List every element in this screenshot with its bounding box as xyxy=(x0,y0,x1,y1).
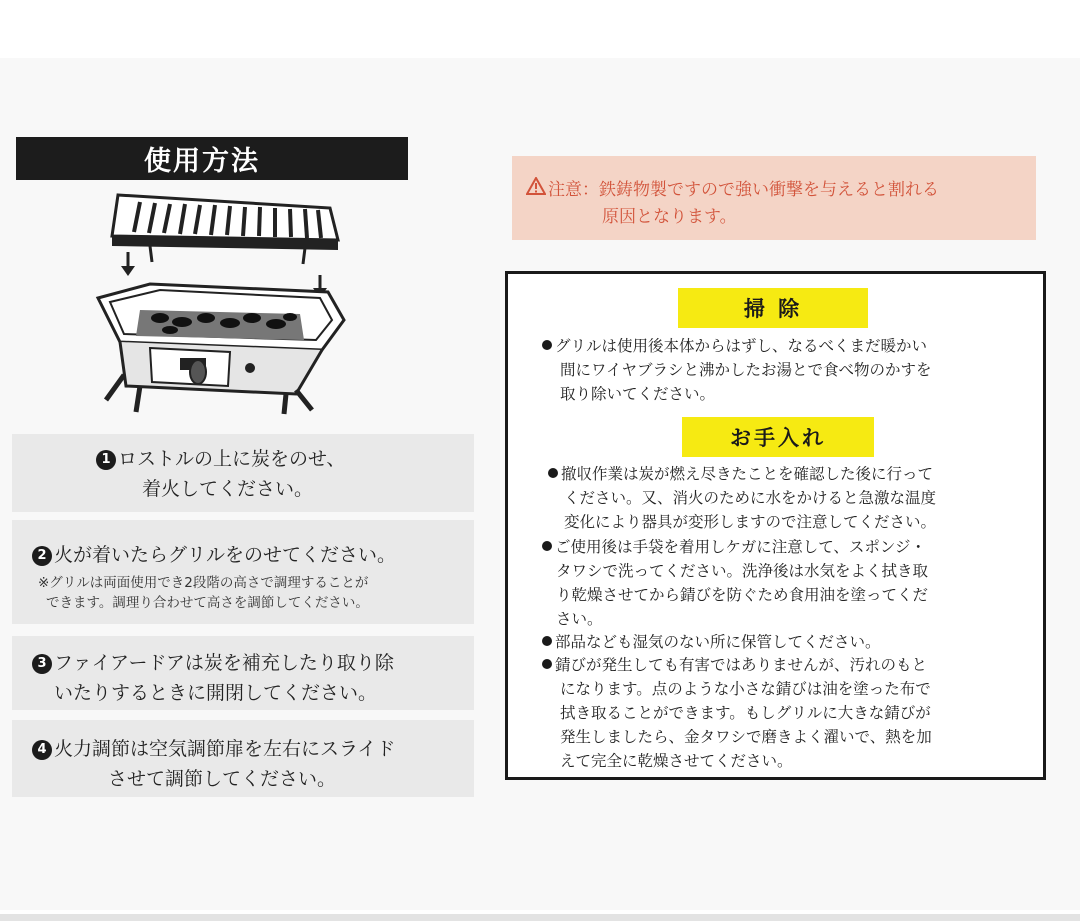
bullet-icon xyxy=(542,636,552,646)
bullet-icon xyxy=(542,659,552,669)
caution-text: 原因となります。 xyxy=(602,207,737,227)
grill-grate xyxy=(112,195,338,264)
maintenance-text: 発生しましたら、金タワシで磨きよく濯いで、熱を加 xyxy=(560,728,932,746)
maintenance-text: り乾燥させてから錆びを防ぐため食用油を塗ってくだ xyxy=(556,586,929,604)
maintenance-text: になります。点のような小さな錆びは油を塗った布で xyxy=(560,680,931,698)
maintenance-title: お手入れ xyxy=(682,417,874,457)
caution-notice xyxy=(512,156,1036,240)
step-note: できます。調理り合わせて高さを調節してください。 xyxy=(46,595,369,611)
maintenance-text: 撤収作業は炭が燃え尽きたことを確認した後に行って xyxy=(548,462,933,484)
usage-step-2 xyxy=(12,520,474,624)
step-text: ロストルの上に炭をのせ、 xyxy=(118,448,346,470)
cleaning-text: 間にワイヤブラシと沸かしたお湯とで食べ物のかすを xyxy=(560,361,932,379)
step-text: 火力調節は空気調節扉を左右にスライド xyxy=(54,738,396,760)
bullet-icon xyxy=(548,468,558,478)
usage-step-1 xyxy=(12,434,474,512)
step-text: させて調節してください。 xyxy=(108,768,337,790)
step-number-icon: 4 xyxy=(32,740,52,760)
step-text: 着火してください。 xyxy=(142,478,314,500)
maintenance-text: 変化により器具が変形しますので注意してください。 xyxy=(564,513,937,531)
grill-illustration xyxy=(90,190,355,415)
step-number-icon: 1 xyxy=(96,450,116,470)
care-instructions-box xyxy=(505,271,1046,780)
step-number-icon: 2 xyxy=(32,546,52,566)
maintenance-text: 錆びが発生しても有害ではありませんが、汚れのもと xyxy=(542,653,927,675)
caution-text: 注意：鉄鋳物製ですので強い衝撃を与えると割れる xyxy=(548,180,939,200)
step-text: ファイアードアは炭を補充したり取り除 xyxy=(54,652,394,674)
usage-step-4 xyxy=(12,720,474,797)
maintenance-text: ください。又、消火のために水をかけると急激な温度 xyxy=(564,489,937,507)
bullet-icon xyxy=(542,340,552,350)
firebox xyxy=(98,284,344,414)
bottom-divider xyxy=(0,914,1080,921)
cleaning-title: 掃 除 xyxy=(678,288,868,328)
warning-triangle-icon xyxy=(526,177,546,195)
maintenance-text: 拭き取ることができます。もしグリルに大きな錆びが xyxy=(560,704,931,722)
usage-title: 使用方法 xyxy=(16,137,408,180)
maintenance-text: 部品なども湿気のない所に保管してください。 xyxy=(542,630,881,652)
step-note: ※グリルは両面使用でき2段階の高さで調理することが xyxy=(38,575,369,591)
maintenance-text: さい。 xyxy=(556,610,603,628)
maintenance-text: タワシで洗ってください。洗浄後は水気をよく拭き取 xyxy=(556,562,929,580)
maintenance-text: えて完全に乾燥させてください。 xyxy=(560,752,793,770)
cleaning-text: 取り除いてください。 xyxy=(560,385,716,403)
step-text: いたりするときに開閉してください。 xyxy=(54,682,378,704)
bullet-icon xyxy=(542,541,552,551)
step-text: 火が着いたらグリルをのせてください。 xyxy=(54,544,397,566)
maintenance-text: ご使用後は手袋を着用しケガに注意して、スポンジ・ xyxy=(542,535,926,557)
step-number-icon: 3 xyxy=(32,654,52,674)
cleaning-text: グリルは使用後本体からはずし、なるべくまだ暖かい xyxy=(542,334,927,356)
usage-step-3 xyxy=(12,636,474,710)
